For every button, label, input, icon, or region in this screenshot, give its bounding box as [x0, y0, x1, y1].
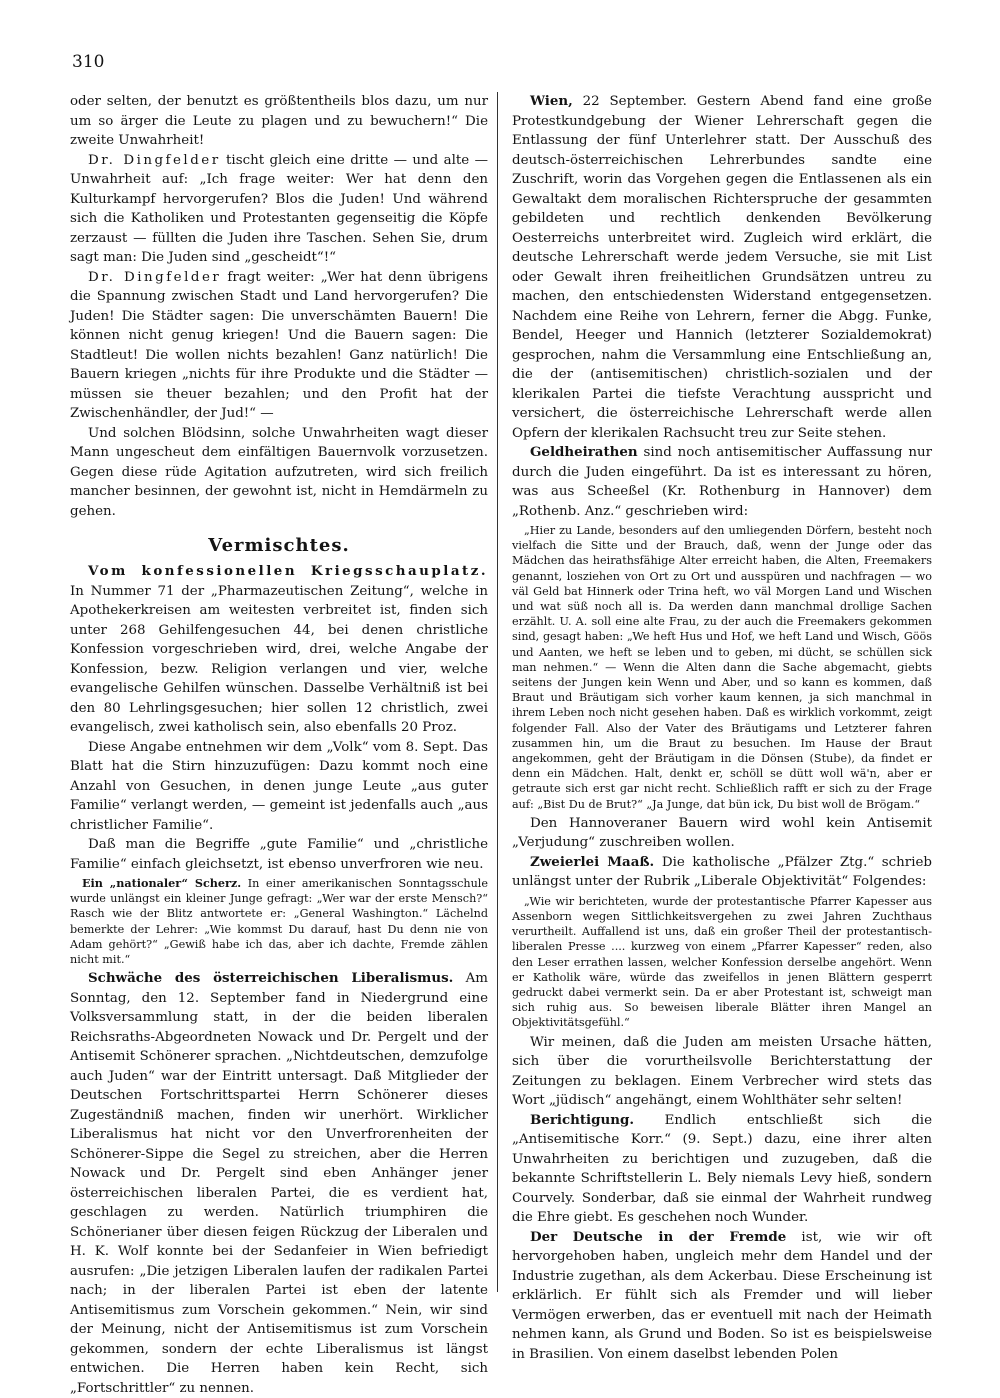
article-heading: Zweierlei Maaß.	[530, 853, 655, 870]
article-text: ist, wie wir oft hervorgehoben haben, ungleich mehr dem Handel und der Industrie zugethan, als dem Ackerbau. Diese Erscheinung ist erklärlich. Er fühlt sich als Fremder und will lieber Vermögen erwerben, das er eventuell mit nach der Heimath nehmen kann, als Grund und Boden. So ist es beispielsweise in Brasilien. Von einem daselbst lebenden Polen	[512, 1229, 932, 1362]
person-name: Dr. Dingfelder	[88, 269, 222, 285]
article-heading: Vom konfessionellen Kriegsschauplatz.	[88, 563, 488, 579]
paragraph-text: fragt weiter: „Wer hat denn übrigens die Spannung zwischen Stadt und Land hervorgerufen? Die Juden! Die Städter sagen: Die unverschämten Bauern! Die können nicht genug kriegen! Und die Bauern sagen: Die Stadtleut! Die wollen nichts bezahlen! Ganz natürlich! Die Bauern kriegen „nichts für ihre Produkte und die Städter — müssen sie theuer bezahlen; und den Profit hat der Zwischenhändler, der Jud!“ —	[70, 269, 488, 421]
article	[512, 1228, 932, 1365]
article-text: In einer amerikanischen Sonntagsschule wurde unlängst ein kleiner Junge gefragt: „Wer war der erste Mensch?“ Rasch wie der Blitz antwortete er: „General Washington.“ Lächelnd bemerkte der Lehrer: „Wie kommst Du darauf, hast Du denn nie von Adam gehört?“ „Gewiß habe ich das, aber ich dachte, Fremde zählen nicht mit.“	[70, 877, 488, 967]
article-heading: Der Deutsche in der Fremde	[530, 1228, 787, 1245]
article	[70, 969, 488, 1398]
article	[512, 92, 932, 443]
paragraph: Wir meinen, daß die Juden am meisten Ursache hätten, sich über die vorurtheilsvolle Berichterstattung der Zeitungen zu beklagen. Einem Verbrecher wird stets das Wort „jüdisch“ angehängt, einem Wohlthäter sehr selten!	[512, 1034, 932, 1109]
article-heading: Schwäche des österreichischen Liberalismus.	[88, 970, 454, 987]
quote: „Hier zu Lande, besonders auf den umliegenden Dörfern, besteht noch vielfach die Sitte und der Brauch, daß, wenn der Junge oder das Mädchen das heirathsfähige Alter erreicht haben, die Alten, Freemakers genannt, losziehen von Ort zu Ort und ausspüren und nachfragen — wo väl Geld bat Hinnerk oder Trina heft, wo väl Morgen Land und Wischen und wat süß noch all is. Da werden dann manchmal drollige Sachen erzählt. U. A. soll eine alte Frau, zu der auch die Freemakers gekommen sind, gesagt haben: „We heft Hus und Hof, we heft Land und Wisch, Göös und Aanten, we heft se leben und to geben, mi dücht, se schüllen sick man nehmen.“ — Wenn die Alten dann die Sache abgemacht, giebts seitens der Jungen kein Wenn und Aber, und so kann es kommen, daß Braut und Bräutigam sich vorher kaum kennen, ja sich manchmal in ihrem Leben noch nicht gesehen haben. Daß es wirklich vorkommt, zeigt folgender Fall. Also der Vater des Bräutigams und Letzterer fahren zusammen hin, um die Braut zu besuchen. Im Hause der Braut angekommen, geht der Bräutigam in die Dönsen (Stube), da findet er denn ein Mädchen. Halt, denkt er, schöll se dütt woll wä'n, aber er getraute sich erst gar nicht recht. Schließlich rafft er sich zu der Frage auf: „Bist Du de Brut?“ „Ja Junge, dat bün ick, Du bist woll de Brögam.“	[512, 524, 932, 811]
article-text: sind noch antisemitischer Auffassung nur durch die Juden eingeführt. Da ist es interessant zu hören, was aus Scheeßel (Kr. Rothenburg in Hannover) dem „Rothenb. Anz.“ geschrieben wird:	[512, 445, 932, 519]
article	[70, 562, 488, 738]
paragraph: Diese Angabe entnehmen wir dem „Volk“ vom 8. Sept. Das Blatt hat die Stirn hinzuzufügen: Dazu kommt noch eine Anzahl von Gesuchen, in denen junge Leute „aus guter Familie“ verlangt werden, — gemeint ist jedenfalls auch „aus christlicher Familie“.	[70, 739, 488, 833]
paragraph: Und solchen Blödsinn, solche Unwahrheiten wagt dieser Mann ungescheut dem einfältigen Bauernvolk vorzusetzen. Gegen diese rüde Agitation aufzutreten, wird sich freilich mancher besinnen, der gewohnt ist, nicht in Hemdärmeln zu gehen.	[70, 425, 488, 519]
article-text: Die katholische „Pfälzer Ztg.“ schrieb unlängst unter der Rubrik „Liberale Objektivität“ Folgendes:	[512, 854, 932, 890]
section-title: Vermischtes.	[208, 535, 350, 556]
article-heading: Geldheirathen	[530, 444, 638, 460]
article-text: In Nummer 71 der „Pharmazeutischen Zeitung“, welche in Apothekerkreisen am weitesten verbreitet ist, finden sich unter 268 Gehilfengesuchen 44, bei denen christliche Konfession vorgeschrieben wird, drei, welche Angabe der Konfession, bezw. Religion verlangen und vier, welche evangelische Gehilfen wünschen. Dasselbe Verhältniß ist bei den 80 Lehrlingsgesuchen; hier sollen 12 christlich, zwei evangelisch, zwei katholisch sein, also ebenfalls 20 Proz.	[70, 583, 488, 735]
article-heading: Berichtigung.	[530, 1111, 634, 1128]
article	[512, 443, 932, 521]
right-column	[512, 92, 932, 1364]
article-text: 22 September. Gestern Abend fand eine große Protestkundgebung der Wiener Lehrerschaft gegen die Entlassung der fünf Unterlehrer statt. Der Ausschuß des deutsch-österreichischen Lehrerbundes sandte eine Zuschrift, worin das Vorgehen gegen die Entlassenen als ein Gewaltakt dem moralischen Richterspruche der gesammten gebildeten und rechtlich denkenden Bevölkerung Oesterreichs unterbreitet wird. Zugleich wird erklärt, die deutsche Lehrerschaft werde jedem Versuche, sie mit List oder Gewalt ihren freiheitlichen Grundsätzen untreu zu machen, den entschiedensten Widerstand entgegensetzen. Nachdem eine Reihe von Lehrern, ferner die Abgg. Funke, Bendel, Heeger und Hannich (letzterer Sozialdemokrat) gesprochen, nahm die Versammlung eine Entschließung an, die der (antisemitischen) christlich-sozialen und der klerikalen Partei die tiefste Verachtung ausspricht und versichert, die österreichische Lehrerschaft werde allen Opfern der klerikalen Rachsucht treu zur Seite stehen.	[512, 94, 932, 441]
page-number: 310	[72, 52, 105, 72]
paragraph: Den Hannoveraner Bauern wird wohl kein Antisemit „Verjudung“ zuschreiben wollen.	[512, 815, 932, 851]
paragraph-text: tischt gleich eine dritte — und alte — Unwahrheit auf: „Ich frage weiter: Wer hat denn den Kulturkampf hervorgerufen? Blos die Juden! Und während sich die Katholiken und Protestanten gegenseitig die Köpfe zerzaust — füllten die Juden ihre Taschen. Sehen Sie, drum sagt man: Die Juden sind „gescheidt“!“	[70, 152, 488, 265]
column-divider	[497, 92, 498, 1292]
quote: „Wie wir berichteten, wurde der protestantische Pfarrer Kapesser aus Assenborn wegen Sittlichkeitsvergehen zu zwei Jahren Zuchthaus verurtheilt. Auffallend ist uns, daß ein großer Theil der protestantisch-liberalen Presse .... kurzweg von einem „Pfarrer Kapesser“ reden, also den Leser errathen lassen, welcher Konfession derselbe angehört. Wenn er Katholik wäre, würde das zweifellos in jenen Blättern gesperrt gedruckt dabei vermerkt sein. Da er aber Protestant ist, schweigt man sich ruhig aus. So beweisen liberale Blätter ihren Mangel an Objektivitätsgefühl.“	[512, 894, 932, 1030]
article-text: Endlich entschließt sich die „Antisemitische Korr.“ (9. Sept.) dazu, eine ihrer alten Unwahrheiten zu berichtigen und zuzugeben, daß die bekannte Schriftstellerin L. Bely niemals Levy hieß, sondern Courvely. Sonderbar, daß sie einmal der Wahrheit rundweg die Ehre giebt. Es geschehen noch Wunder.	[512, 1112, 932, 1226]
paragraph: Daß man die Begriffe „gute Familie“ und „christliche Familie“ einfach gleichsetzt, ist ebenso unverfroren wie neu.	[70, 837, 488, 872]
left-column	[70, 92, 488, 1398]
article-heading: Ein „nationaler“ Scherz.	[82, 876, 242, 890]
article	[512, 853, 932, 892]
article	[512, 1111, 932, 1228]
paragraph	[70, 151, 488, 268]
article-text: Am Sonntag, den 12. September fand in Niedergrund eine Volksversammlung statt, in der die beiden liberalen Reichsraths-Abgeordneten Nowack und Dr. Pergelt und der Antisemit Schönerer sprachen. „Nichtdeutschen, demzufolge auch Juden“ war der Eintritt untersagt. Daß Mitglieder der Deutschen Fortschrittspartei Herrn Schönerer dieses Zugeständniß machen, finden wir unerhört. Wirklicher Liberalismus hat nicht vor den Unverfrorenheiten der Schönerer-Sippe die Segel zu streichen, aber die Herren Nowack und Dr. Pergelt sind eben Anhänger jener österreichischen liberalen Partei, die es verdient hat, geschlagen zu werden. Natürlich triumphiren die Schönerianer über diesen feigen Rückzug der Liberalen und H. K. Wolf konnte bei der Sedanfeier in Wien befriedigt ausrufen: „Die jetzigen Liberalen laufen der radikalen Partei nach; in der liberalen Partei ist eben der latente Antisemitismus zum Vorschein gekommen.“ Nein, wir sind der Meinung, nicht der Antisemitismus ist zum Vorschein gekommen, sondern der echte Liberalismus ist längst entwichen. Die Herren haben kein Recht, sich „Fortschrittler“ zu nennen.	[70, 971, 489, 1396]
paragraph: oder selten, der benutzt es größtentheils blos dazu, um nur um so ärger die Leute zu plagen und zu bewuchern!“ Die zweite Unwahrheit!	[70, 94, 488, 148]
article	[70, 876, 488, 967]
article-heading: Wien,	[530, 93, 573, 109]
person-name: Dr. Dingfelder	[88, 152, 221, 168]
paragraph	[70, 268, 488, 424]
